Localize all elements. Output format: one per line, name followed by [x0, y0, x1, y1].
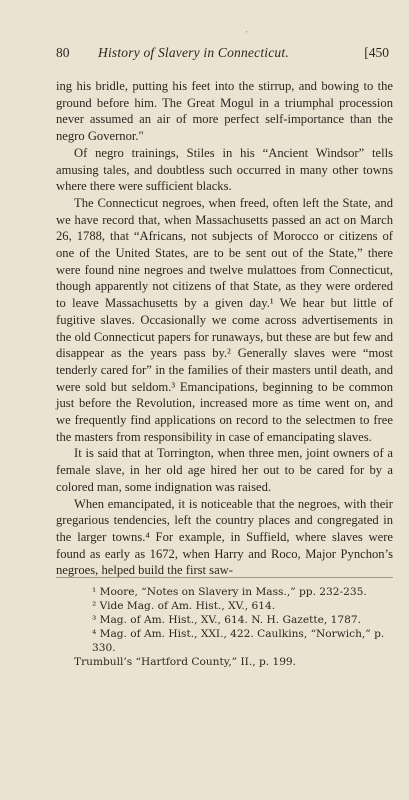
paragraph: It is said that at Torrington, when three men, joint owners of a female slave, in her old age hired her out to be cared for by a colored man, some indignation was raised.	[56, 446, 393, 494]
footnote: ¹ Moore, “Notes on Slavery in Mass.,” pp. 232-235.	[92, 586, 367, 598]
paragraph: When emancipated, it is noticeable that the negroes, with their gregarious tendencies, left the country places and congregated in the larger towns.⁴ For example, in Suffield, where slaves were found as early as 1672, when Harry and Roco, Major Pynchon’s negroes, helped build the first saw-	[56, 496, 393, 578]
paragraph: The Connecticut negroes, when freed, often left the State, and we have record that, when Massachusetts passed an act on March 26, 1788, that “Africans, not subjects of Morocco or citizens of one of the United States, are to be sent out of the State,” there were found nine negroes and twelve mulattoes from Connecticut, though apparently not citizens of that State, as they were ordered to leave Massachusetts by a given day.¹ We hear but little of fugitive slaves. Occasionally we come across advertisements in the old Connecticut papers for runaways, but these are but few and disappear as the years pass by.² Generally slaves were “most tenderly cared for” in the families of their masters until death, and were sold but seldom.³ Emancipations, beginning to be common just before the Revolution, increased more as time went on, and we frequently find applications on record to the selectmen to free the masters from responsibility in case of emancipating slaves.	[56, 195, 393, 444]
footnote-continuation: Trumbull’s “Hartford County,” II., p. 199.	[74, 656, 297, 668]
body-text	[56, 78, 393, 579]
original-page-ref: [450	[364, 45, 389, 60]
running-title: History of Slavery in Connecticut.	[98, 45, 289, 60]
footnote: ³ Mag. of Am. Hist., XV., 614. N. H. Gazette, 1787.	[92, 614, 361, 626]
paragraph: ing his bridle, putting his feet into the stirrup, and bowing to the ground before him. The Great Mogul in a triumphal procession never assumed an air of more perfect self-importance than the negro Governor."	[56, 79, 393, 144]
margin-mark: '	[246, 30, 248, 38]
page-number: 80	[56, 45, 70, 60]
footnote-divider	[56, 577, 393, 578]
footnotes	[74, 585, 390, 669]
running-header	[56, 44, 399, 62]
footnote: ² Vide Mag. of Am. Hist., XV., 614.	[92, 600, 276, 612]
paragraph: Of negro trainings, Stiles in his “Ancient Windsor” tells amusing tales, and doubtless such occurred in many other towns where there were sufficient blacks.	[56, 145, 393, 194]
footnote: ⁴ Mag. of Am. Hist., XXI., 422. Caulkins, “Norwich,” p. 330.	[92, 628, 385, 654]
